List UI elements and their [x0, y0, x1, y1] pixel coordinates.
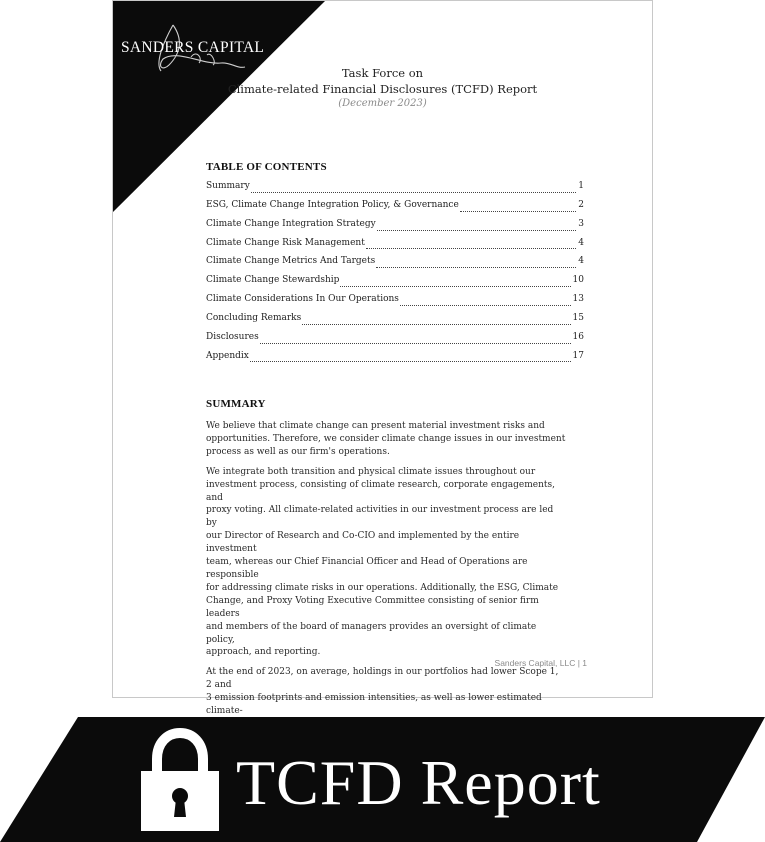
toc-item-page: 2: [578, 199, 584, 210]
dot-leader: [340, 286, 570, 287]
title-line-2: Climate-related Financial Disclosures (TCFD) Report: [227, 82, 538, 96]
toc-item-label: Concluding Remarks: [206, 312, 302, 323]
banner-title[interactable]: TCFD Report: [236, 747, 601, 818]
toc-item-label: Appendix: [206, 350, 249, 361]
toc-heading: TABLE OF CONTENTS: [206, 161, 327, 173]
table-of-contents: [206, 181, 584, 369]
document-title: [113, 65, 652, 111]
dot-leader: [302, 324, 570, 325]
toc-item[interactable]: [206, 200, 584, 219]
toc-item-label: Climate Change Integration Strategy: [206, 218, 376, 229]
toc-item-label: Climate Considerations In Our Operations: [206, 294, 399, 305]
toc-item[interactable]: [206, 275, 584, 294]
dot-leader: [460, 211, 576, 212]
toc-item-label: Disclosures: [206, 331, 259, 342]
toc-item-page: 17: [572, 350, 584, 361]
summary-heading: SUMMARY: [206, 398, 266, 410]
summary-paragraph: At the end of 2023, on average, holdings in our portfolios had lower Scope 1, 2 and 3 emission footprints and emission intensities, as well as lower estimated climate-: [206, 667, 559, 717]
summary-paragraph: We integrate both transition and physical climate issues throughout our investment process, consisting of climate research, corporate engagements, and proxy voting. All climate-related activities in our investment process are led by our Director of Research and Co-CIO and implemented by the entire investment team, whereas our Chief Financial Officer and Head of Operations are responsible for addressing climate risks in our operations. Additionally, the ESG, Climate Change, and Proxy Voting Executive Committee consisting of senior firm leaders and members of the board of managers provides an oversight of climate policy, approach, and reporting.: [206, 466, 559, 658]
summary-paragraph: We believe that climate change can present material investment risks and opportunities. Therefore, we consider climate change issues in our investment process as well as our firm's operations.: [206, 421, 566, 457]
toc-item-label: Climate Change Risk Management: [206, 237, 365, 248]
toc-item[interactable]: [206, 294, 584, 313]
dot-leader: [376, 267, 576, 268]
toc-item[interactable]: [206, 219, 584, 238]
dot-leader: [260, 343, 571, 344]
dot-leader: [400, 305, 571, 306]
toc-item-label: ESG, Climate Change Integration Policy, & Governance: [206, 199, 459, 210]
toc-item[interactable]: [206, 238, 584, 257]
toc-item[interactable]: [206, 332, 584, 351]
page-footer: Sanders Capital, LLC | 1: [494, 658, 587, 668]
toc-item-label: Climate Change Stewardship: [206, 275, 340, 286]
lock-icon: [141, 729, 219, 831]
document-page: [112, 0, 653, 717]
toc-item-page: 4: [578, 256, 584, 267]
toc-item[interactable]: [206, 351, 584, 370]
toc-item-label: Climate Change Metrics And Targets: [206, 256, 376, 267]
toc-item[interactable]: [206, 256, 584, 275]
dot-leader: [366, 248, 576, 249]
dot-leader: [251, 192, 576, 193]
toc-item-page: 16: [572, 331, 584, 342]
toc-item-page: 10: [572, 275, 584, 286]
toc-item-label: Summary: [206, 181, 250, 191]
document-date: (December 2023): [338, 98, 427, 109]
toc-item-page: 13: [572, 294, 584, 305]
toc-item[interactable]: [206, 181, 584, 200]
toc-item-page: 15: [572, 312, 584, 323]
toc-item-page: 1: [578, 181, 584, 191]
toc-item-page: 4: [578, 237, 584, 248]
title-line-1: Task Force on: [341, 66, 424, 80]
dot-leader: [250, 361, 571, 362]
toc-item-page: 3: [578, 218, 584, 229]
dot-leader: [377, 230, 577, 231]
summary-body: [206, 420, 566, 738]
toc-item[interactable]: [206, 313, 584, 332]
brand-name: SANDERS CAPITAL: [121, 39, 265, 56]
